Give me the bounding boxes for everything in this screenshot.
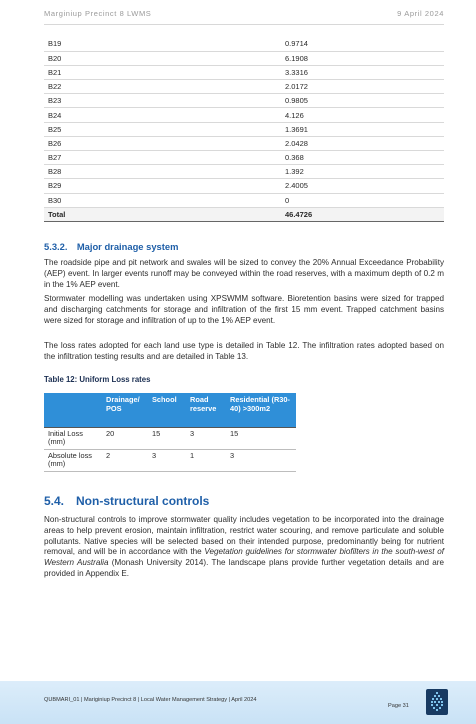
paragraph-non-structural-controls (44, 515, 444, 580)
table-row (44, 80, 444, 94)
page-number: Page 31 (388, 703, 409, 709)
table-row (44, 37, 444, 51)
footer-document-reference: QUBMARI_01 | Mariginiup Precinct 8 | Local Water Management Strategy | April 2024 (44, 697, 257, 703)
catchment-value: 0.9805 (285, 94, 444, 108)
uniform-loss-rates-table (44, 393, 296, 472)
catchment-id: B26 (44, 136, 285, 150)
table-row (44, 108, 444, 122)
catchment-id: B30 (44, 193, 285, 207)
catchment-value: 2.4005 (285, 179, 444, 193)
paragraph-drainage-conveyance: The roadside pipe and pit network and swales will be sized to convey the 20% Annual Exceedance Probability (AEP) event. In larger events runoff may be conveyed within the road reserves, with a maximum depth of 0.2 m in the 1% AEP event. (44, 258, 444, 289)
table-cell: 1 (186, 449, 226, 471)
catchment-id: B24 (44, 108, 285, 122)
paragraph-stormwater-modelling: Stormwater modelling was undertaken using XPSWMM software. Bioretention basins were sized for trapped and discharging catchments for storage and infiltration of the first 15 mm event. Trapped catchment basins were sized for storage and infiltration of up to the 1% AEP event. (44, 294, 444, 325)
catchment-value: 6.1908 (285, 51, 444, 65)
header-divider (44, 24, 444, 25)
catchment-value: 4.126 (285, 108, 444, 122)
table-header-row (44, 393, 296, 427)
catchment-value: 0 (285, 193, 444, 207)
catchment-value: 1.3691 (285, 122, 444, 136)
table-row (44, 65, 444, 79)
column-header: Road reserve (186, 393, 226, 427)
table-cell: 3 (226, 449, 296, 471)
table-cell: 15 (148, 427, 186, 449)
table-cell: 15 (226, 427, 296, 449)
paragraph-text: (Monash University 2014). The landscape plans provide further vegetation details and are provided in Appendix E. (44, 558, 444, 578)
table-cell: 20 (102, 427, 148, 449)
table-cell: 2 (102, 449, 148, 471)
catchment-value: 3.3316 (285, 65, 444, 79)
table-row (44, 122, 444, 136)
row-label: Initial Loss (mm) (44, 427, 102, 449)
table-row (44, 165, 444, 179)
page-footer (0, 681, 476, 724)
table-row (44, 151, 444, 165)
table-total-row (44, 207, 444, 221)
catchment-id: B20 (44, 51, 285, 65)
catchment-id: B21 (44, 65, 285, 79)
catchment-id: B22 (44, 80, 285, 94)
catchment-value: 0.368 (285, 151, 444, 165)
catchment-id: B19 (44, 37, 285, 51)
table-cell: 3 (186, 427, 226, 449)
catchment-value: 0.9714 (285, 37, 444, 51)
section-heading-non-structural: 5.4. Non-structural controls (44, 494, 210, 508)
table-caption: Table 12: Uniform Loss rates (44, 375, 151, 384)
catchment-value: 1.392 (285, 165, 444, 179)
catchment-value: 2.0172 (285, 80, 444, 94)
catchment-value: 2.0428 (285, 136, 444, 150)
total-value: 46.4726 (285, 207, 444, 221)
table-cell: 3 (148, 449, 186, 471)
table-row (44, 427, 296, 449)
catchment-id: B28 (44, 165, 285, 179)
catchment-id: B23 (44, 94, 285, 108)
section-heading-major-drainage: 5.3.2. Major drainage system (44, 241, 179, 252)
catchment-id: B29 (44, 179, 285, 193)
paragraph-text: Non-structural controls to improve stormwater quality includes vegetation to be incorporated into the drainage areas to help prevent erosion, maintain infiltration, restrict water scouring, and remove particulate and soluble pollutants. Native species will be selected based on their intended purpose, predominantly being for nutrient removal, and will be in accordance with the (44, 515, 444, 557)
company-logo (426, 689, 448, 715)
total-label: Total (44, 207, 285, 221)
paragraph-loss-rates: The loss rates adopted for each land use type is detailed in Table 12. The infiltration rates adopted based on the infiltration testing results and are detailed in Table 13. (44, 341, 444, 361)
catchment-id: B27 (44, 151, 285, 165)
header-date: 9 April 2024 (397, 9, 444, 18)
table-row (44, 193, 444, 207)
column-header: School (148, 393, 186, 427)
column-header: Drainage/ POS (102, 393, 148, 427)
table-row (44, 136, 444, 150)
table-row (44, 51, 444, 65)
water-drop-icon (426, 689, 448, 715)
guideline-title: Vegetation guidelines for stormwater biofilters in the south-west of Western Australia (44, 547, 445, 568)
table-row (44, 179, 444, 193)
column-header: Residential (R30-40) >300m2 (226, 393, 296, 427)
row-label: Absolute loss (mm) (44, 449, 102, 471)
header-document-title: Marginiup Precinct 8 LWMS (44, 9, 152, 18)
table-row (44, 449, 296, 471)
column-header (44, 393, 102, 427)
catchment-id: B25 (44, 122, 285, 136)
table-row (44, 94, 444, 108)
catchment-area-table (44, 37, 444, 222)
page-header (44, 9, 444, 23)
